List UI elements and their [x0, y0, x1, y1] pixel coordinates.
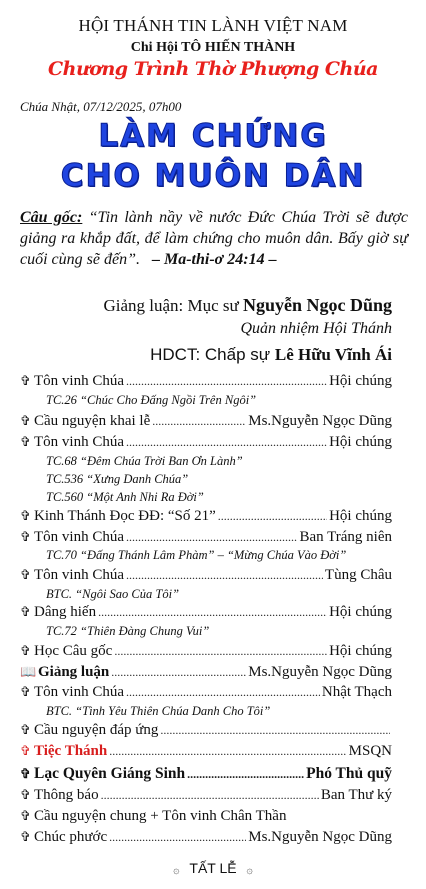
order-item	[20, 413, 392, 430]
song-line: BTC. “Tình Yêu Thiên Chúa Danh Cho Tôi”	[46, 704, 271, 718]
branch-name: Chi Hội TÔ HIẾN THÀNH	[130, 40, 296, 55]
item-leader: Ban Thư ký	[320, 787, 392, 803]
dot-leader	[126, 529, 297, 546]
key-verse-label: Câu gốc:	[20, 209, 83, 226]
item-name: Cầu nguyện chung + Tôn vinh Chân Thần	[34, 808, 287, 824]
cross-icon: ✞	[20, 567, 31, 582]
song-line: BTC. “Ngôi Sao Của Tôi”	[46, 587, 180, 601]
dot-leader	[187, 765, 304, 783]
cross-icon: ✞	[20, 787, 31, 802]
song-line: TC.70 “Đấng Thánh Lâm Phàm” – “Mừng Chúa Vào Đời”	[46, 548, 347, 562]
preacher-name: Nguyễn Ngọc Dũng	[242, 295, 392, 315]
item-leader: Ms.Nguyễn Ngọc Dũng	[248, 829, 392, 845]
dot-leader	[111, 664, 246, 681]
item-name: Tôn vinh Chúa	[34, 434, 124, 450]
item-leader: Ms.Nguyễn Ngọc Dũng	[248, 413, 392, 429]
song-line: TC.536 “Xưng Danh Chúa”	[46, 472, 189, 486]
order-item	[20, 434, 392, 451]
item-name: Tôn vinh Chúa	[34, 529, 124, 545]
order-item	[20, 508, 392, 525]
sermon-title-line-2: CHO MUÔN DÂN	[60, 158, 366, 194]
dot-leader	[160, 722, 390, 739]
song-line: TC.68 “Đêm Chúa Trời Ban Ơn Lành”	[46, 454, 243, 468]
key-verse-text: “Tin lành nầy về nước Đức Chúa Trời sẽ được giảng ra khắp đất, để làm chứng cho muôn dân. Bấy giờ sự cuối cùng sẽ đến”.	[20, 209, 409, 268]
item-leader: Hội chúng	[329, 373, 392, 389]
host-prefix: HDCT: Chấp sự	[150, 345, 271, 364]
order-item	[20, 787, 392, 804]
item-leader: Nhật Thạch	[321, 684, 392, 700]
order-item	[20, 373, 392, 390]
ornament-icon: ۞	[173, 864, 180, 876]
ornament-icon: ۞	[246, 864, 253, 876]
order-item-communion	[20, 743, 392, 760]
cross-icon: ✞	[20, 829, 31, 844]
item-leader: Hội chúng	[329, 643, 392, 659]
cross-icon: ✞	[20, 643, 31, 658]
item-name: Thông báo	[34, 787, 99, 803]
host-name: Lê Hữu Vĩnh Ái	[274, 345, 392, 364]
order-item	[20, 684, 392, 701]
cross-icon: ✞	[20, 529, 31, 544]
key-verse	[20, 207, 408, 270]
item-name: Học Câu gốc	[34, 643, 113, 659]
order-item	[20, 643, 392, 660]
book-icon: 📖	[20, 664, 37, 679]
cross-icon: ✞	[20, 413, 31, 428]
cross-icon: ✞	[20, 808, 31, 823]
item-leader: Ms.Nguyễn Ngọc Dũng	[248, 664, 392, 680]
order-item	[20, 567, 392, 584]
order-item	[20, 722, 392, 739]
item-leader: Hội chúng	[329, 604, 392, 620]
item-name: Cầu nguyện đáp ứng	[34, 722, 159, 738]
sermon-title-line-1: LÀM CHỨNG	[98, 118, 328, 154]
cross-icon: ✞	[20, 743, 31, 758]
order-item	[20, 829, 392, 846]
cross-icon: ✞	[20, 508, 31, 523]
item-name: Tôn vinh Chúa	[34, 684, 124, 700]
dot-leader	[152, 413, 246, 430]
item-name: Cầu nguyện khai lễ	[34, 413, 151, 429]
cross-icon: ✞	[20, 766, 31, 781]
preacher-prefix: Giảng luận: Mục sư	[103, 296, 239, 315]
cross-icon: ✞	[20, 373, 31, 388]
host-line	[150, 345, 392, 365]
order-item	[20, 529, 392, 546]
item-name: Chúc phước	[34, 829, 108, 845]
song-line: TC.560 “Một Anh Nhi Ra Đời”	[46, 490, 204, 504]
dot-leader	[126, 373, 327, 390]
order-item-offering	[20, 765, 392, 783]
preacher-role: Quản nhiệm Hội Thánh	[240, 320, 392, 337]
item-name: Lạc Quyên Giáng Sinh	[34, 765, 186, 782]
dot-leader	[218, 508, 327, 525]
preacher-line	[103, 295, 392, 316]
item-leader: Ban Tráng niên	[299, 529, 392, 545]
dot-leader	[98, 604, 327, 621]
item-name: Dâng hiến	[34, 604, 97, 620]
item-leader: MSQN	[348, 743, 392, 759]
song-line: TC.26 “Chúc Cho Đấng Ngồi Trên Ngôi”	[46, 393, 257, 407]
program-title: Chương Trình Thờ Phượng Chúa	[48, 58, 378, 80]
dot-leader	[109, 743, 346, 760]
dot-leader	[126, 684, 320, 701]
cross-icon: ✞	[20, 604, 31, 619]
order-item	[20, 808, 392, 825]
closing	[0, 860, 426, 876]
item-name: Tiệc Thánh	[34, 743, 108, 759]
cross-icon: ✞	[20, 722, 31, 737]
item-leader: Hội chúng	[329, 434, 392, 450]
dot-leader	[126, 434, 327, 451]
item-name: Giảng luận	[38, 664, 110, 680]
song-line: TC.72 “Thiên Đàng Chung Vui”	[46, 624, 210, 638]
service-date: Chúa Nhật, 07/12/2025, 07h00	[20, 99, 182, 114]
church-name: HỘI THÁNH TIN LÀNH VIỆT NAM	[78, 16, 348, 35]
item-name: Tôn vinh Chúa	[34, 567, 124, 583]
cross-icon: ✞	[20, 684, 31, 699]
item-leader: Hội chúng	[329, 508, 392, 524]
dot-leader	[126, 567, 323, 584]
cross-icon: ✞	[20, 434, 31, 449]
item-name: Kinh Thánh Đọc ĐĐ: “Số 21”	[34, 508, 216, 524]
closing-text: TẤT LỄ	[189, 860, 237, 876]
dot-leader	[114, 643, 327, 660]
order-item-sermon	[20, 664, 392, 681]
dot-leader	[101, 787, 319, 804]
dot-leader	[109, 829, 246, 846]
key-verse-reference: – Ma-thi-ơ 24:14 –	[151, 251, 277, 268]
item-leader: Phó Thủ quỹ	[306, 765, 392, 782]
order-item	[20, 604, 392, 621]
item-leader: Tùng Châu	[324, 567, 392, 583]
item-name: Tôn vinh Chúa	[34, 373, 124, 389]
